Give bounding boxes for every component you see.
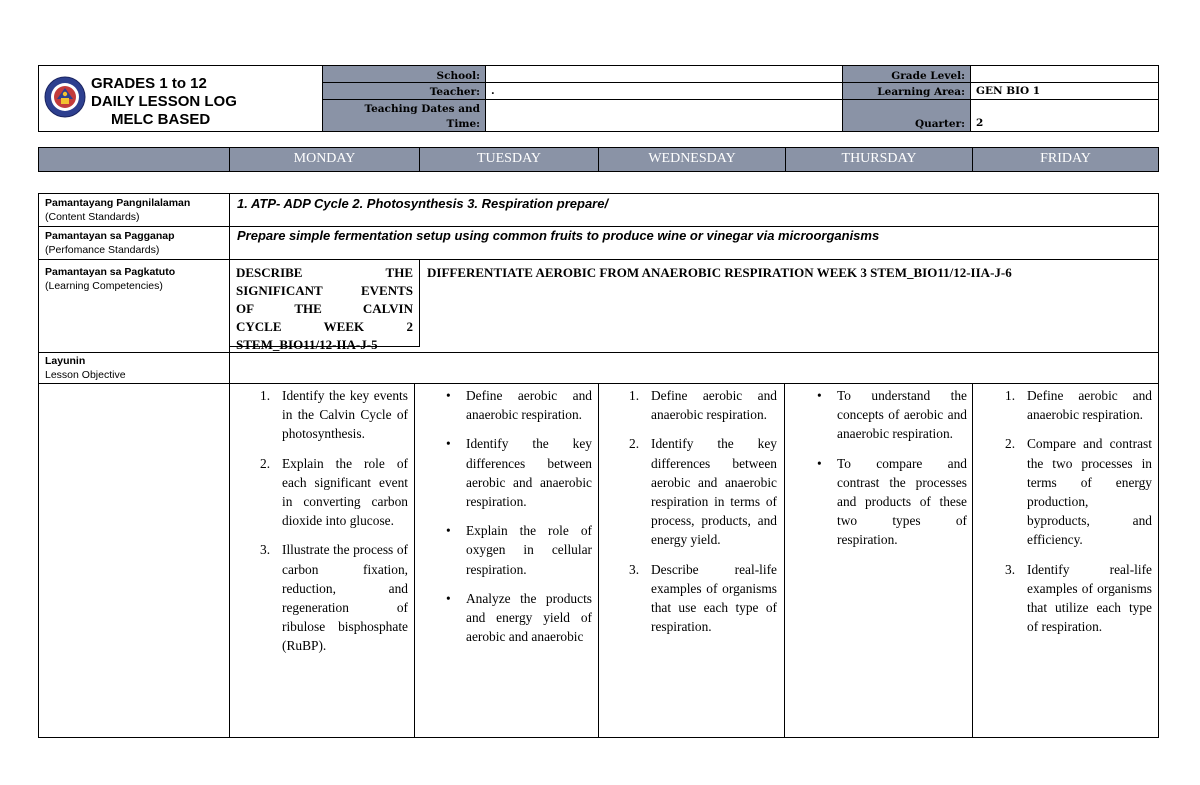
grade-level-label: Grade Level: (891, 70, 965, 82)
list-item: • Identify the key differences between aerobic and anaerobic respiration. (446, 436, 592, 510)
school-label: School: (436, 70, 480, 82)
list-item: • Define aerobic and anaerobic respiration. (446, 388, 592, 423)
list-item: 1. Define aerobic and anaerobic respiration. (629, 388, 777, 423)
column-divider (972, 383, 973, 737)
objectives-wednesday (629, 386, 777, 646)
teacher-field[interactable]: . (485, 83, 842, 100)
column-divider (229, 194, 230, 737)
column-divider (598, 383, 599, 737)
day-header-bar (38, 147, 1159, 172)
competency-tue-fri: DIFFERENTIATE AEROBIC FROM ANAEROBIC RESPIRATION WEEK 3 STEM_BIO11/12-IIA-J-6 (427, 265, 1012, 280)
day-tuesday: TUESDAY (419, 148, 598, 171)
objectives-monday (260, 386, 408, 666)
dates-label-line1: Teaching Dates and (364, 103, 480, 115)
list-item: • To understand the concepts of aerobic and anaerobic respiration. (817, 388, 967, 442)
row-divider (39, 226, 1158, 227)
quarter-field[interactable]: 2 (970, 100, 1158, 131)
list-item: 2. Compare and contrast the two processes in terms of energy production, byproducts, and efficiency. (1005, 436, 1152, 548)
competency-monday-line: STEM_BIO11/12-IIA-J-5 (236, 337, 378, 352)
competency-monday-line: CYCLE WEEK 2 (236, 319, 413, 334)
lesson-objective-label (45, 354, 126, 382)
lesson-objective-label-fil: Layunin (45, 355, 86, 367)
list-item: 3. Illustrate the process of carbon fixation, reduction, and regeneration of ribulose bisphosphate (RuBP). (260, 542, 408, 654)
dates-label-line2: Time: (446, 118, 480, 130)
list-item: 1. Identify the key events in the Calvin Cycle of photosynthesis. (260, 388, 408, 442)
quarter-label: Quarter: (914, 118, 965, 130)
list-item: • To compare and contrast the processes and products of these two types of respiration. (817, 455, 967, 548)
performance-standards-label (45, 229, 175, 257)
column-divider (419, 259, 420, 347)
list-item: 1. Define aerobic and anaerobic respiration. (1005, 388, 1152, 423)
dates-field[interactable] (485, 100, 842, 131)
school-field[interactable] (485, 66, 842, 83)
content-standards-label (45, 196, 190, 224)
lesson-objective-label-en: Lesson Objective (45, 369, 126, 381)
title-line-2: DAILY LESSON LOG (91, 93, 237, 110)
competency-monday-line: DESCRIBE THE (236, 265, 413, 280)
objectives-tuesday (446, 386, 592, 656)
list-item: • Analyze the products and energy yield of aerobic and anaerobic (446, 590, 592, 645)
title-line-1: GRADES 1 to 12 (91, 75, 207, 92)
list-item: 3. Identify real-life examples of organisms that utilize each type of respiration. (1005, 561, 1152, 635)
list-item: 3. Describe real-life examples of organisms that use each type of respiration. (629, 561, 777, 635)
header-info-grid (322, 65, 1159, 132)
column-divider (414, 383, 415, 737)
lesson-table (38, 193, 1159, 738)
performance-standards-value: Prepare simple fermentation setup using common fruits to produce wine or vinegar via microorganisms (237, 228, 880, 243)
learning-competencies-label (45, 265, 175, 293)
list-item: • Explain the role of oxygen in cellular respiration. (446, 523, 592, 577)
performance-standards-label-en: (Perfomance Standards) (45, 244, 160, 256)
teacher-label: Teacher: (429, 86, 480, 98)
learning-competencies-label-fil: Pamantayan sa Pagkatuto (45, 266, 176, 278)
objectives-friday (1005, 386, 1152, 646)
objectives-thursday (817, 386, 967, 560)
column-divider (784, 383, 785, 737)
competency-monday-line: SIGNIFICANT EVENTS (236, 283, 413, 298)
content-standards-label-en: (Content Standards) (45, 211, 140, 223)
competency-monday (236, 264, 413, 354)
row-divider (39, 352, 1158, 353)
learning-competencies-label-en: (Learning Competencies) (45, 280, 163, 292)
learning-area-label: Learning Area: (877, 86, 965, 98)
deped-seal-icon (44, 76, 86, 118)
competency-monday-line: OF THE CALVIN (236, 301, 413, 316)
header-row-divider (323, 82, 1158, 83)
title-box (38, 65, 323, 132)
list-item: 2. Identify the key differences between aerobic and anaerobic respiration in terms of process, products, and energy yield. (629, 436, 777, 548)
day-friday: FRIDAY (972, 148, 1158, 171)
performance-standards-label-fil: Pamantayan sa Pagganap (45, 230, 175, 242)
day-wednesday: WEDNESDAY (598, 148, 785, 171)
content-standards-label-fil: Pamantayang Pangnilalaman (45, 197, 191, 209)
content-standards-value: 1. ATP- ADP Cycle 2. Photosynthesis 3. Respiration prepare/ (237, 196, 609, 211)
day-monday: MONDAY (229, 148, 419, 171)
learning-area-field[interactable]: GEN BIO 1 (970, 83, 1158, 100)
day-thursday: THURSDAY (785, 148, 972, 171)
list-item: 2. Explain the role of each significant event in converting carbon dioxide into glucose. (260, 455, 408, 529)
title-line-3: MELC BASED (111, 111, 211, 128)
header-row-divider (323, 99, 1158, 100)
row-divider (39, 259, 1158, 260)
grade-level-field[interactable] (970, 66, 1158, 83)
